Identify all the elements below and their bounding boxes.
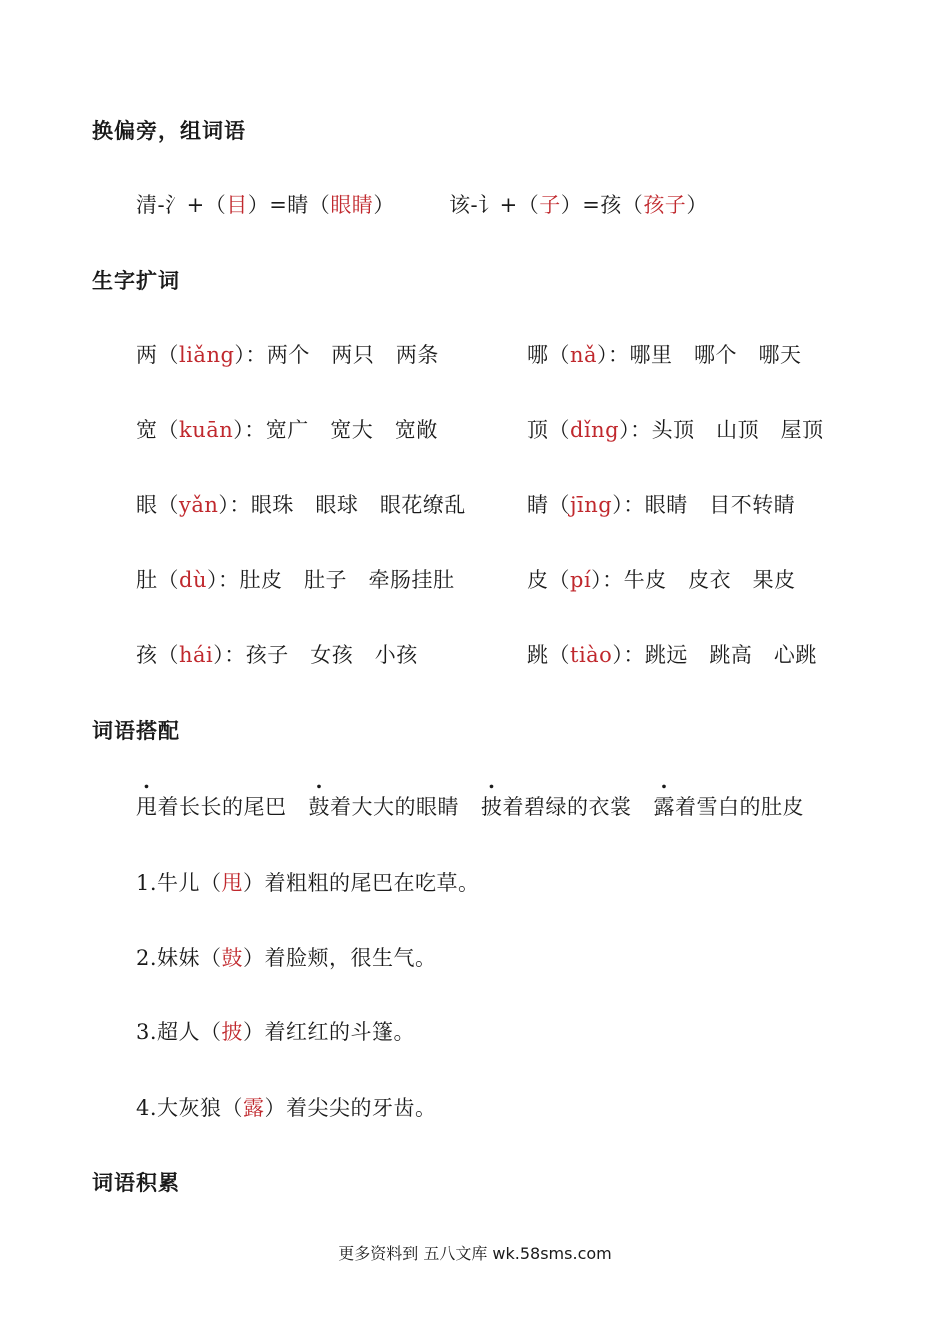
answer: 子 xyxy=(539,193,561,217)
fill-item: 4.大灰狼（露）着尖尖的牙齿。 xyxy=(136,1096,437,1120)
section-title-word-accumulation: 词语积累 xyxy=(92,1171,180,1195)
pinyin: yǎn xyxy=(179,493,219,517)
answer: 目 xyxy=(226,193,248,217)
phrase: 露着雪白的肚皮 xyxy=(653,795,804,819)
answer: 甩 xyxy=(221,871,244,895)
radical-swap-item-1: 清-氵+（目）=睛（眼睛） xyxy=(136,193,395,217)
phrase-examples xyxy=(136,791,804,821)
char-entry: 眼（yǎn）：眼珠 眼球 眼花缭乱 xyxy=(136,493,466,517)
pinyin: liǎng xyxy=(179,343,235,367)
char-entry: 哪（nǎ）：哪里 哪个 哪天 xyxy=(527,343,802,367)
pinyin: dǐng xyxy=(570,418,620,442)
char-entry: 孩（hái）：孩子 女孩 小孩 xyxy=(136,643,418,667)
char-entry: 顶（dǐng）：头顶 山顶 屋顶 xyxy=(527,418,824,442)
char-entry: 肚（dù）：肚皮 肚子 牵肠挂肚 xyxy=(136,568,455,592)
pinyin: nǎ xyxy=(570,343,598,367)
phrase: 披着碧绿的衣裳 xyxy=(481,795,632,819)
footer-link[interactable]: 更多资料到 五八文库 wk.58sms.com xyxy=(338,1244,612,1263)
section-title-word-expansion: 生字扩词 xyxy=(92,269,180,293)
fill-item: 3.超人（披）着红红的斗篷。 xyxy=(136,1020,416,1044)
pinyin: kuān xyxy=(179,418,234,442)
char-entry: 两（liǎng）：两个 两只 两条 xyxy=(136,343,439,367)
pinyin: pí xyxy=(570,568,592,592)
answer: 孩子 xyxy=(643,193,687,217)
answer: 露 xyxy=(243,1096,265,1120)
char-entry: 睛（jīng）：眼睛 目不转睛 xyxy=(527,493,796,517)
answer: 鼓 xyxy=(221,946,244,970)
pinyin: hái xyxy=(179,643,214,667)
pinyin: dù xyxy=(179,568,207,592)
fill-item: 1.牛儿（甩）着粗粗的尾巴在吃草。 xyxy=(136,871,480,895)
fill-item: 2.妹妹（鼓）着脸颊，很生气。 xyxy=(136,946,437,970)
phrase: 甩着长长的尾巴 xyxy=(136,795,287,819)
answer: 眼睛 xyxy=(330,193,374,217)
radical-swap-item-2: 该-讠+（子）=孩（孩子） xyxy=(449,193,708,217)
char-entry: 宽（kuān）：宽广 宽大 宽敞 xyxy=(136,418,438,442)
phrase: 鼓着大大的眼睛 xyxy=(308,795,459,819)
section-title-word-matching: 词语搭配 xyxy=(92,719,180,743)
pinyin: jīng xyxy=(570,493,613,517)
pinyin: tiào xyxy=(570,643,613,667)
char-entry: 跳（tiào）：跳远 跳高 心跳 xyxy=(527,643,817,667)
answer: 披 xyxy=(221,1020,244,1044)
section-title-radical-swap: 换偏旁，组词语 xyxy=(92,119,246,143)
char-entry: 皮（pí）：牛皮 皮衣 果皮 xyxy=(527,568,796,592)
